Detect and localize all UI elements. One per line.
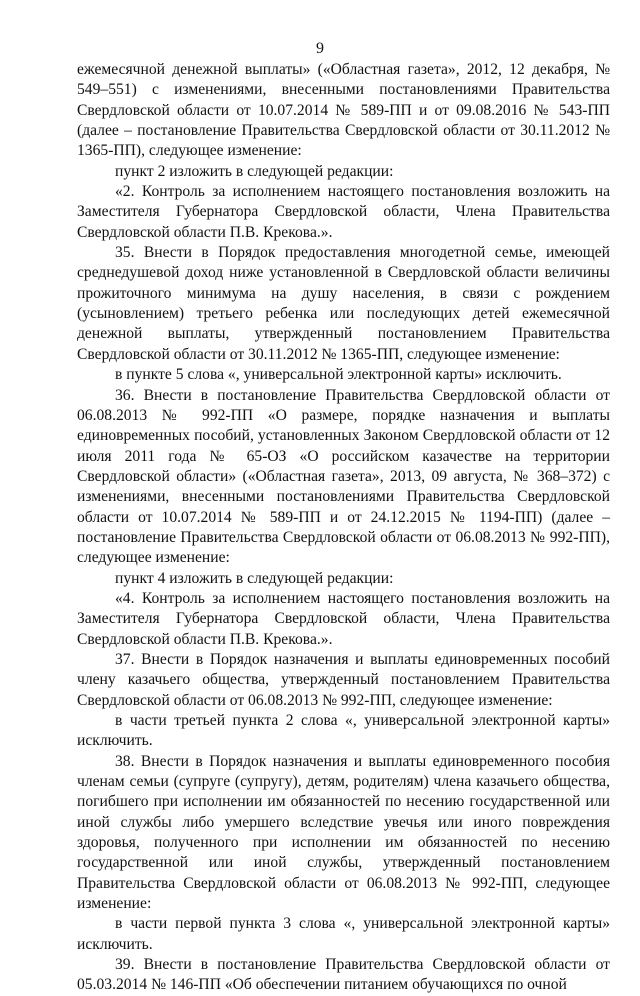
paragraph-item-4-text: «4. Контроль за исполнением настоящего постановления возложить на Заместителя Губернатора Свердловской области, Члена Правительства Свердловской области П.В. Крекова.». [77, 589, 610, 648]
paragraph-item-2-heading: пункт 2 изложить в следующей редакции: [115, 162, 394, 180]
paragraph-37: 37. Внести в Порядок назначения и выплаты единовременных пособий члену казачьего общества, утвержденный постановлением Правительства Свердловской области от 06.08.2013 № 992-ПП, следующее изменение: [77, 650, 610, 709]
paragraph-item-4-heading: пункт 4 изложить в следующей редакции: [115, 569, 394, 587]
paragraph-37-change: в части третьей пункта 2 слова «, универсальной электронной карты» исключить. [77, 712, 610, 750]
paragraph-continuation: ежемесячной денежной выплаты» («Областная газета», 2012, 12 декабря, № 549–551) с изменениями, внесенными постановлениями Правительства Свердловской области от 10.07.2014 № 589-ПП и от 09.08.2016 № 543-ПП (далее – постановление Правительства Свердловской области от 30.11.2012 № 1365-ПП), следующее изменение: [77, 61, 610, 160]
paragraph-36: 36. Внести в постановление Правительства Свердловской области от 06.08.2013 № 992-ПП «О размере, порядке назначения и выплаты единовременных пособий, установленных Законом Свердловской области от 12 июля 2011 года № 65-ОЗ «О российском казачестве на территории Свердловской области» («Областная газета», 2013, 09 августа, № 368–372) с изменениями, внесенными постановлениями Правительства Свердловской области от 10.07.2014 № 589-ПП и от 24.12.2015 № 1194-ПП) (далее – постановление Правительства Свердловской области от 06.08.2013 № 992-ПП), следующее изменение: [77, 386, 610, 567]
paragraph-38: 38. Внести в Порядок назначения и выплаты единовременного пособия членам семьи (супруге (супругу), детям, родителям) члена казачьего общества, погибшего при исполнении им обязанностей по несению государственной или иной службы либо умершего вследствие увечья или иного повреждения здоровья, полученного при исполнении им обязанностей по несению государственной или иной службы, утвержденный постановлением Правительства Свердловской области от 06.08.2013 № 992-ПП, следующее изменение: [77, 752, 610, 913]
page-number: 9 [316, 40, 324, 57]
document-body [77, 60, 610, 996]
paragraph-38-change: в части первой пункта 3 слова «, универсальной электронной карты» исключить. [77, 915, 610, 953]
paragraph-39: 39. Внести в постановление Правительства Свердловской области от 05.03.2014 № 146-ПП «Об обеспечении питанием обучающихся по очной [77, 956, 610, 994]
paragraph-35-change: в пункте 5 слова «, универсальной электронной карты» исключить. [115, 366, 562, 384]
paragraph-item-2-text: «2. Контроль за исполнением настоящего постановления возложить на Заместителя Губернатора Свердловской области, Члена Правительства Свердловской области П.В. Крекова.». [77, 183, 610, 241]
paragraph-35: 35. Внести в Порядок предоставления многодетной семье, имеющей среднедушевой доход ниже установленной в Свердловской области величины прожиточного минимума на душу населения, в связи с рождением (усыновлением) третьего ребенка или последующих детей ежемесячной денежной выплаты, утвержденный постановлением Правительства Свердловской области от 30.11.2012 № 1365-ПП, следующее изменение: [77, 244, 610, 363]
